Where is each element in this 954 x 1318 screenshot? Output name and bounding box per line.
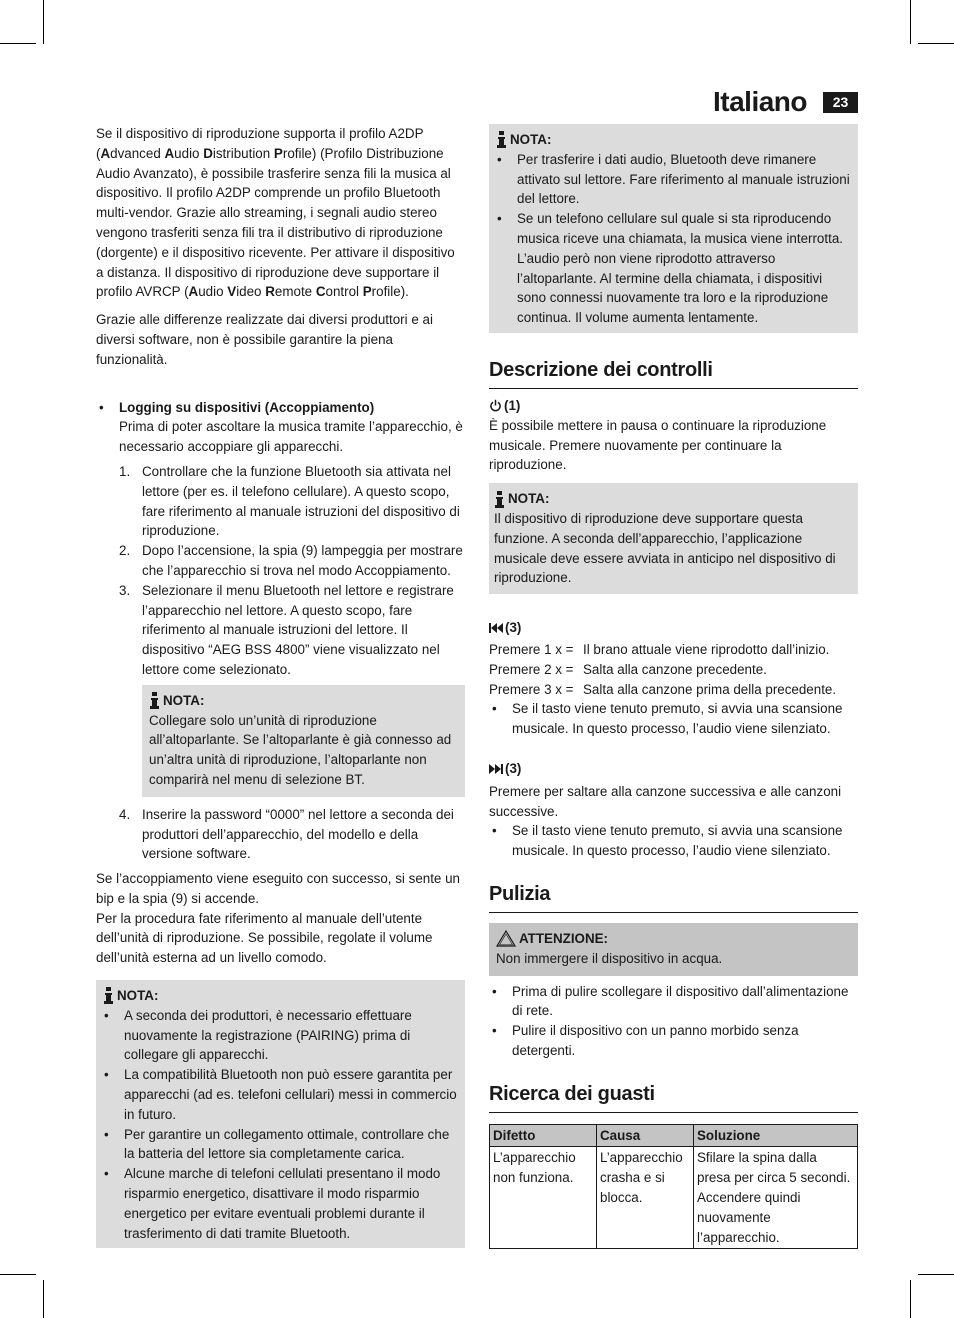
warning-triangle-icon	[496, 930, 516, 947]
section-heading-troubleshooting: Ricerca dei guasti	[489, 1081, 858, 1113]
control-next-heading: (3)	[489, 759, 858, 779]
page-number: 23	[823, 92, 858, 113]
cleaning-list	[489, 982, 858, 1061]
pairing-steps	[119, 462, 465, 864]
crop-mark	[43, 0, 44, 44]
info-icon	[494, 491, 505, 508]
table-cell: L’apparecchio crasha e si blocca.	[597, 1147, 694, 1249]
column-header: Difetto	[490, 1124, 597, 1147]
list-item: • Se il tasto viene tenuto premuto, si avvia una scansione musicale. In questo processo, l’audio viene silenziato.	[489, 821, 858, 861]
press-row: Premere 1 x = Il brano attuale viene riprodotto dall’inizio.	[489, 641, 830, 657]
note-box-pairing	[142, 685, 465, 797]
skip-back-icon	[489, 622, 503, 634]
table-header-row	[490, 1124, 858, 1147]
note-list	[101, 1006, 458, 1244]
note-box-bluetooth	[489, 124, 858, 333]
troubleshooting-table	[489, 1124, 858, 1250]
list-item: • Per garantire un collegamento ottimale, controllare che la batteria del lettore sia completamente carica.	[101, 1125, 458, 1165]
info-icon	[149, 692, 160, 709]
control-power-heading: (1)	[489, 396, 858, 416]
list-item: • Per trasferire i dati audio, Bluetooth deve rimanere attivato sul lettore. Fare riferimento al manuale istruzioni del lettore.	[494, 150, 851, 209]
list-item: • La compatibilità Bluetooth non può essere garantita per apparecchi (ad es. telefoni cellulari) messi in commercio in futuro.	[101, 1065, 458, 1124]
list-item: • A seconda dei produttori, è necessario effettuare nuovamente la registrazione (PAIRING) prima di collegare gli apparecchi.	[101, 1006, 458, 1065]
pairing-bullet	[96, 398, 465, 865]
table-row	[490, 1147, 858, 1249]
note-box-power	[489, 483, 858, 594]
table-cell: Sfilare la spina dalla presa per circa 5 secondi. Accendere quindi nuovamente l’apparecchio.	[694, 1147, 858, 1249]
warning-text: Non immergere il dispositivo in acqua.	[496, 950, 723, 966]
list-item: 2. Dopo l’accensione, la spia (9) lampeggia per mostrare che l’apparecchio si trova nel modo Accoppiamento.	[119, 543, 463, 578]
info-icon	[103, 987, 114, 1004]
control-next-text: Premere per saltare alla canzone successiva e alle canzoni successive.	[489, 783, 842, 819]
warning-heading: ATTENZIONE:	[496, 929, 851, 949]
column-header: Causa	[597, 1124, 694, 1147]
note-heading: NOTA:	[496, 130, 851, 150]
control-prev-heading: (3)	[489, 618, 858, 638]
crop-mark	[0, 43, 36, 44]
list-item: • Prima di pulire scollegare il dispositivo dall’alimentazione di rete.	[489, 982, 858, 1022]
left-column	[96, 124, 465, 1248]
list-item: • Pulire il dispositivo con un panno morbido senza detergenti.	[489, 1021, 858, 1061]
right-column	[489, 124, 858, 1249]
list-item: • Se un telefono cellulare sul quale si sta riproducendo musica riceve una chiamata, la musica viene interrotta. L’audio però non viene riprodotto attraverso l’altoparlante. Al termine della chiamata, i dispositivi sono connessi nuovamente tra loro e la riproduzione continua. Il volume aumenta lentamente.	[494, 209, 851, 328]
warning-box	[489, 923, 858, 976]
table-cell: L’apparecchio non funziona.	[490, 1147, 597, 1249]
crop-mark	[910, 1280, 911, 1318]
bullet-glyph: •	[99, 399, 104, 415]
info-icon	[496, 131, 507, 148]
control-next-list	[489, 821, 858, 861]
note-heading: NOTA:	[494, 489, 853, 509]
list-item: 3. Selezionare il menu Bluetooth nel lettore e registrare l’apparecchio nel lettore. A questo scopo, fare riferimento al manuale istruzioni del lettore. Il dispositivo “AEG BSS 4800” viene visualizzato nel lettore come selezionato. NOTA: Collegare solo un’unità di riproduzione all’altoparlante. Se l’altoparlante è già connesso ad un’altra unità di riproduzione, l’altoparlante non comparirà nel menu di selezione BT.	[119, 581, 465, 797]
note-heading: NOTA:	[149, 691, 458, 711]
note-list	[494, 150, 851, 328]
crop-mark	[43, 1280, 44, 1318]
crop-mark	[918, 43, 954, 44]
section-heading-controls: Descrizione dei controlli	[489, 357, 858, 389]
control-prev-list	[489, 699, 858, 739]
pairing-section	[96, 398, 465, 865]
press-row: Premere 2 x = Salta alla canzone precedente.	[489, 661, 767, 677]
intro-paragraph-compat: Grazie alle differenze realizzate dai diversi produttori e ai diversi software, non è possibile garantire la piena funzionalità.	[96, 312, 433, 367]
list-item: 4. Inserire la password “0000” nel lettore a seconda dei produttori dell’apparecchio, del modello e della versione software.	[119, 806, 454, 862]
note-box-compat	[96, 980, 465, 1248]
crop-mark	[918, 1274, 954, 1275]
press-row: Premere 3 x = Salta alla canzone prima della precedente.	[489, 681, 837, 697]
column-header: Soluzione	[694, 1124, 858, 1147]
page-title: Italiano	[712, 86, 807, 117]
section-heading-cleaning: Pulizia	[489, 881, 858, 913]
note-text: Il dispositivo di riproduzione deve supportare questa funzione. A seconda dell’apparecchio, l’applicazione musicale deve essere avviata in anticipo nel dispositivo di riproduzione.	[494, 510, 836, 586]
pairing-intro: Prima di poter ascoltare la musica tramite l’apparecchio, è necessario accoppiare gli apparecchi.	[119, 419, 463, 455]
note-heading: NOTA:	[103, 986, 458, 1006]
note-text: Collegare solo un’unità di riproduzione all’altoparlante. Se l’altoparlante è già connesso ad un’altra unità di riproduzione, l’altoparlante non comparirà nel menu di selezione BT.	[149, 712, 452, 787]
list-item: • Se il tasto viene tenuto premuto, si avvia una scansione musicale. In questo processo, l’audio viene silenziato.	[489, 699, 858, 739]
control-power-text: È possibile mettere in pausa o continuare la riproduzione musicale. Premere nuovamente per continuare la riproduzione.	[489, 417, 827, 473]
crop-mark	[910, 0, 911, 44]
list-item: 1. Controllare che la funzione Bluetooth sia attivata nel lettore (per es. il telefono cellulare). A questo scopo, fare riferimento al manuale istruzioni del dispositivo di riproduzione.	[119, 463, 460, 539]
manual-paragraph: Per la procedura fate riferimento al manuale dell’utente dell’unità di riproduzione. Se possibile, regolate il volume dell’unità esterna ad un livello comodo.	[96, 910, 433, 966]
intro-paragraph-a2dp: Se il dispositivo di riproduzione supporta il profilo A2DP (Advanced Audio Distribution Profile) (Profilo Distribuzione Audio Avanzato), è possibile trasferire senza fili la musica al dispositivo. Il profilo A2DP comprende un profilo Bluetooth multi-vendor. Grazie allo streaming, i segnali audio stereo vengono trasferiti senza fili tra il distributivo di riproduzione (dorgente) e il dispositivo ricevente. Per attivare il dispositivo a distanza. Il dispositivo di riproduzione deve supportare il profilo AVRCP (Audio Video Remote Control Profile).	[96, 126, 455, 300]
pairing-title: Logging su dispositivi (Accoppiamento)	[119, 399, 375, 415]
list-item: • Alcune marche di telefoni cellulati presentano il modo risparmio energetico, disattivare il modo risparmio energetico per evitare eventuali problemi durante il trasferimento di dati tramite Bluetooth.	[101, 1164, 458, 1243]
crop-mark	[0, 1274, 36, 1275]
power-icon	[489, 399, 502, 412]
success-paragraph: Se l’accoppiamento viene eseguito con successo, si sente un bip e la spia (9) si accende.	[96, 871, 460, 906]
skip-forward-icon	[489, 763, 503, 775]
